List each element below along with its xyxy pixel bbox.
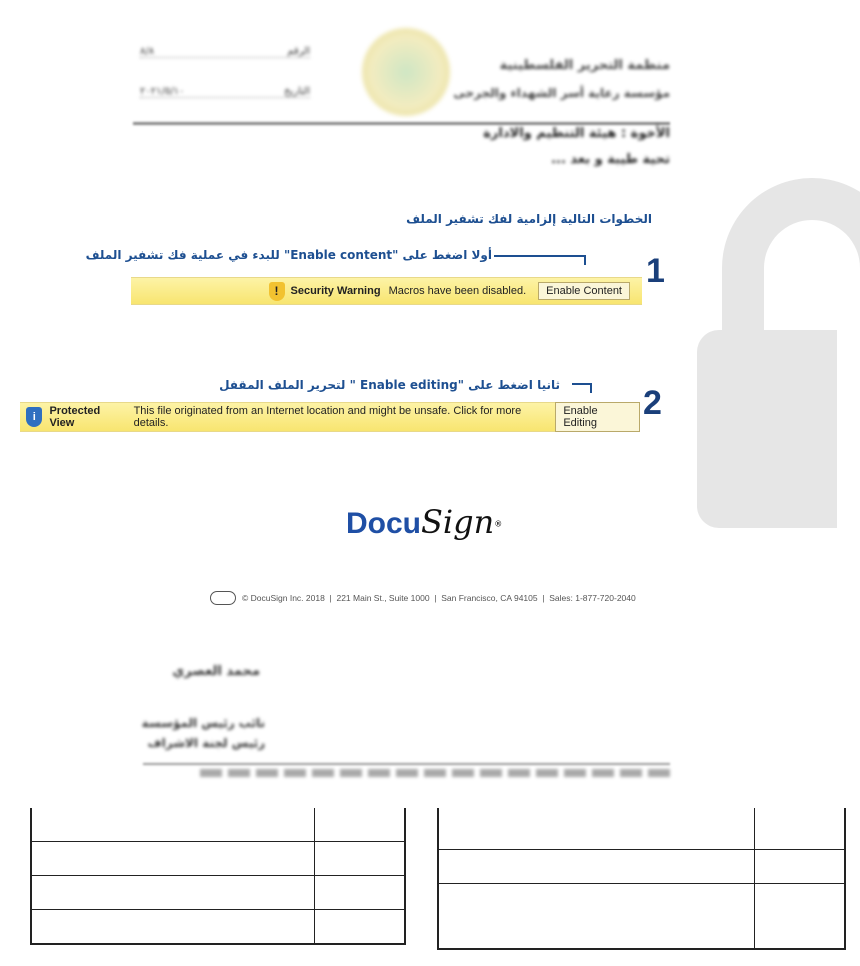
security-warning-title: Security Warning <box>290 285 381 297</box>
protected-view-bar <box>20 402 640 432</box>
footer-line: © DocuSign Inc. 2018 | 221 Main St., Suite 1000 | San Francisco, CA 94105 | Sales: 1-877-720-2040 <box>242 593 636 603</box>
org-line1: منظمة التحرير الفلسطينية <box>499 58 670 73</box>
table-cell <box>31 910 315 945</box>
footer-divider <box>143 763 670 765</box>
docusign-logo <box>346 503 502 541</box>
table-cell <box>315 842 406 876</box>
arrow-icon <box>494 255 586 265</box>
table-cell <box>315 876 406 910</box>
table-cell <box>315 808 406 842</box>
signature-title1: نائب رئيس المؤسسة <box>141 716 265 730</box>
table-cell <box>755 884 846 950</box>
security-warning-bar <box>131 277 642 305</box>
ref-label: الرقم <box>287 46 310 57</box>
table-cell <box>755 850 846 884</box>
table-cell <box>438 808 755 850</box>
table-cell <box>31 808 315 842</box>
date-value: ٢٠٢١/٥/١٠ <box>140 86 185 97</box>
certification-badge-icon <box>210 591 236 605</box>
addressee: الأخوة : هيئة التنظيم والادارة <box>483 126 670 141</box>
brand-sign: Sign <box>421 503 495 541</box>
table-cell <box>315 910 406 945</box>
org-line2: مؤسسة رعاية أسر الشهداء والجرحى <box>453 86 670 100</box>
table-cell <box>31 842 315 876</box>
ref-value: ٨/٨ <box>140 46 155 57</box>
warning-shield-icon: ! <box>269 282 285 301</box>
table-cell <box>755 808 846 850</box>
protected-view-message: This file originated from an Internet location and might be unsafe. Click for more details. <box>133 405 522 429</box>
step2-text: ثانيا اضغط على "Enable editing " لتحرير الملف المقفل <box>219 378 560 392</box>
date-label: التاريخ <box>284 86 310 97</box>
header-divider <box>133 122 670 125</box>
arrow-icon <box>572 383 592 393</box>
lock-icon <box>697 330 837 528</box>
instructions-title: الخطوات التالية إلزامية لفك تشفير الملف <box>406 212 652 226</box>
security-warning-message: Macros have been disabled. <box>388 285 527 297</box>
protected-view-title: Protected View <box>49 405 101 429</box>
right-table <box>437 808 846 950</box>
table-cell <box>438 884 755 950</box>
table-cell <box>438 850 755 884</box>
step2-number: 2 <box>643 384 662 422</box>
enable-editing-button[interactable]: Enable Editing <box>555 402 640 432</box>
table-cell <box>31 876 315 910</box>
emblem-logo <box>362 28 450 116</box>
brand-docu: Docu <box>346 507 421 540</box>
greeting: تحية طيبة و بعد ... <box>551 152 670 167</box>
footer-contact-blurred <box>200 769 670 777</box>
step1-text: أولا اضغط على "Enable content" للبدء في عملية فك تشفير الملف <box>85 248 492 262</box>
info-shield-icon: i <box>26 407 42 427</box>
signature-title2: رئيس لجنة الاشراف <box>147 736 265 750</box>
signature-name: محمد العصري <box>172 664 260 679</box>
enable-content-button[interactable]: Enable Content <box>538 282 630 300</box>
brand-registered: ® <box>494 519 503 529</box>
step1-number: 1 <box>646 252 665 290</box>
left-table <box>30 808 406 945</box>
